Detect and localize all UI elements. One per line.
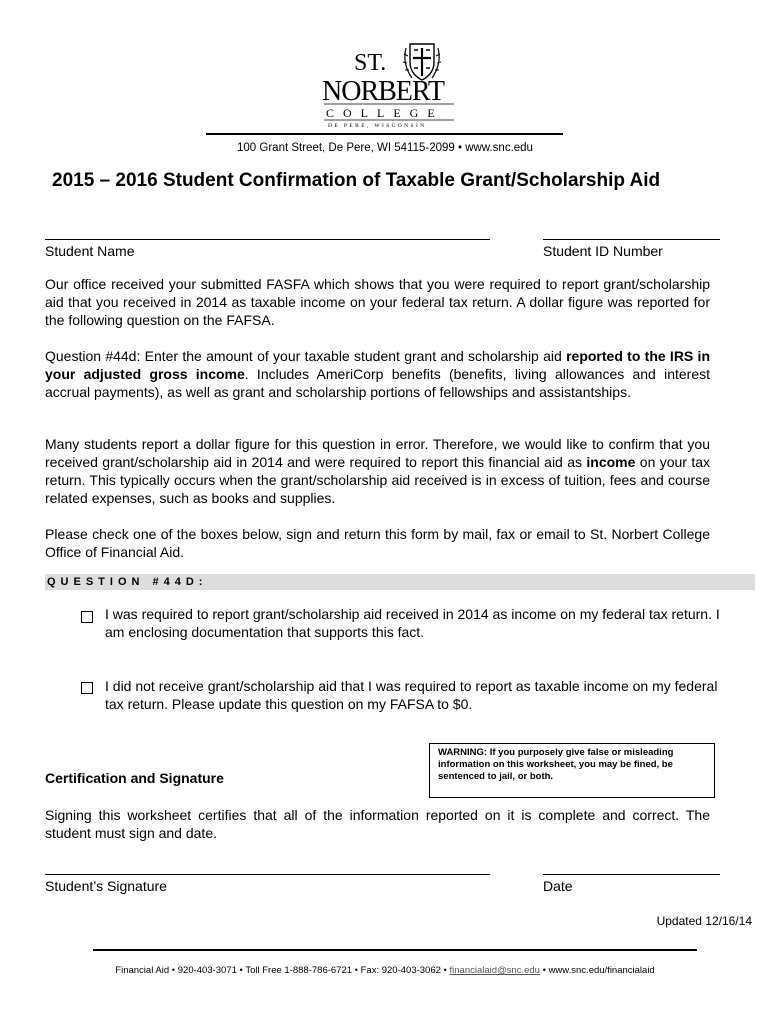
question-paragraph	[45, 347, 710, 401]
student-name-line[interactable]	[45, 239, 490, 240]
instructions-paragraph: Please check one of the boxes below, sign and return this form by mail, fax or email to St. Norbert College Office of Financial Aid.	[45, 526, 710, 560]
footer-email-link[interactable]: financialaid@snc.edu	[449, 965, 540, 976]
question-text-bold: reported to the IRS in your adjusted gross income	[45, 348, 710, 382]
error-text-bold: income	[586, 454, 636, 470]
certification-text: Signing this worksheet certifies that all of the information reported on it is complete and correct. The student must sign and date.	[45, 807, 710, 841]
footer-rule	[93, 949, 697, 951]
option-2-text: I did not receive grant/scholarship aid that I was required to report as taxable income on my federal tax return. Please update this question on my FAFSA to $0.	[105, 678, 718, 712]
question-section-label: QUESTION #44D:	[47, 576, 208, 588]
header-address: 100 Grant Street, De Pere, WI 54115-2099 • www.snc.edu	[237, 142, 533, 154]
logo-college: COLLEGE	[326, 106, 444, 120]
option-1-text: I was required to report grant/scholarship aid received in 2014 as income on my federal tax return. I am enclosing documentation that supports this fact.	[105, 606, 720, 640]
error-text-start: Many students report a dollar figure for this question in error. Therefore, we would like to confirm that you received grant/scholarship aid in 2014 and were required to report this financial aid as	[45, 436, 710, 470]
error-text-end: on your tax return. This typically occurs when the grant/scholarship aid received is in excess of tuition, fees and course related expenses, such as books and supplies.	[45, 454, 710, 506]
footer-contact	[0, 965, 770, 976]
certification-heading: Certification and Signature	[45, 770, 224, 786]
question-text-start: Question #44d: Enter the amount of your taxable student grant and scholarship aid	[45, 348, 567, 364]
error-paragraph	[45, 435, 710, 507]
student-id-line[interactable]	[543, 239, 720, 240]
logo-location: DE PERE, WISCONSIN	[328, 123, 427, 129]
logo-st: ST.	[354, 50, 387, 76]
college-crest-icon	[318, 40, 458, 130]
logo-norbert: NORBERT	[322, 76, 444, 107]
footer-contact-info: Financial Aid • 920-403-3071 • Toll Free 1-888-786-6721 • Fax: 920-403-3062 •	[115, 965, 450, 976]
date-label: Date	[543, 878, 573, 894]
date-line[interactable]	[543, 874, 720, 875]
signature-line[interactable]	[45, 874, 490, 875]
question-text-end: . Includes AmeriCorp benefits (benefits, living allowances and interest accrual payments), as well as grant and scholarship portions of fellowships and assistantships.	[45, 366, 710, 400]
option-2-checkbox[interactable]	[81, 682, 93, 694]
page-title: 2015 – 2016 Student Confirmation of Taxable Grant/Scholarship Aid	[52, 170, 661, 191]
warning-text: WARNING: If you purposely give false or misleading information on this worksheet, you may be fined, be sentenced to jail, or both.	[438, 747, 674, 782]
college-logo	[318, 40, 458, 130]
option-1-checkbox[interactable]	[81, 611, 93, 623]
intro-paragraph: Our office received your submitted FASFA which shows that you were required to report grant/scholarship aid that you received in 2014 as taxable income on your federal tax return. A dollar figure was reported for the following question on the FAFSA.	[45, 276, 710, 328]
student-name-label: Student Name	[45, 243, 135, 259]
footer-website: • www.snc.edu/financialaid	[539, 965, 655, 976]
student-id-label: Student ID Number	[543, 243, 663, 259]
signature-label: Student’s Signature	[45, 878, 167, 894]
updated-date: Updated 12/16/14	[656, 914, 752, 928]
header-rule	[206, 133, 563, 135]
